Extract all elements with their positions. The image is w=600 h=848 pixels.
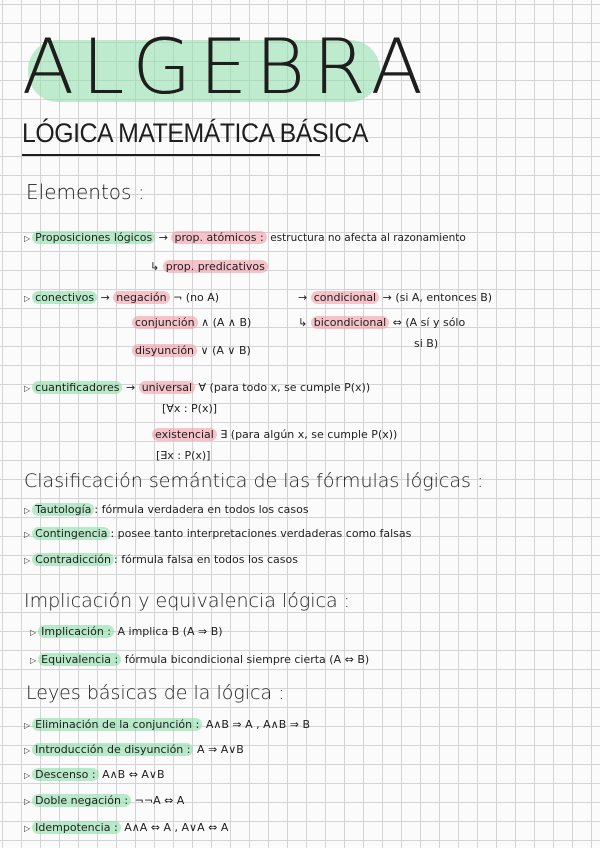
existencial-symbol: ∃ (para algún x, se cumple P(x)) bbox=[220, 428, 398, 441]
item-desc: A∧B ⇔ A∨B bbox=[102, 768, 165, 781]
subtitle-underline bbox=[22, 154, 320, 156]
bullet-icon: ▷ bbox=[24, 234, 31, 243]
list-item bbox=[24, 743, 244, 756]
list-item bbox=[24, 794, 184, 807]
universal-label: universal bbox=[139, 381, 195, 394]
item-term: Descenso : bbox=[32, 768, 98, 781]
item-term: Idempotencia : bbox=[32, 821, 121, 834]
bullet-icon: ▷ bbox=[24, 294, 31, 303]
page-title: ALGEBRA bbox=[22, 22, 431, 111]
bullet-icon: ▷ bbox=[24, 771, 31, 780]
bicondicional-row bbox=[298, 316, 465, 329]
universal-form: [∀x : P(x)] bbox=[162, 402, 218, 415]
item-desc: A∧B ⇒ A , A∧B ⇒ B bbox=[205, 718, 311, 731]
arrow-right-icon: → bbox=[158, 231, 168, 244]
list-item bbox=[30, 653, 369, 666]
prop-atomicas: prop. atómicos : bbox=[171, 231, 266, 244]
item-term: Eliminación de la conjunción : bbox=[32, 718, 202, 731]
bullet-icon: ▷ bbox=[30, 628, 37, 637]
bullet-icon: ▷ bbox=[24, 556, 31, 565]
item-term: Tautología bbox=[32, 503, 94, 516]
condicional-label: condicional bbox=[311, 291, 379, 304]
conjuncion-symbol: ∧ (A ∧ B) bbox=[201, 316, 252, 329]
bicondicional-symbol-cont: si B) bbox=[414, 337, 439, 350]
section-heading-leyes: Leyes básicas de la lógica : bbox=[26, 682, 285, 704]
bicondicional-symbol: ⇔ (A sí y sólo bbox=[392, 316, 466, 329]
predicativas-row bbox=[150, 260, 268, 273]
sub-arrow-icon: ↳ bbox=[298, 316, 308, 329]
item-term: Contingencia bbox=[32, 527, 110, 540]
disyuncion-symbol: ∨ (A ∨ B) bbox=[200, 344, 251, 357]
prop-atomicas-desc: estructura no afecta al razonamiento bbox=[270, 232, 466, 244]
item-term: Equivalencia : bbox=[38, 653, 121, 666]
arrow-right-icon: → bbox=[100, 291, 110, 304]
condicional-symbol: → (si A, entonces B) bbox=[382, 291, 493, 304]
bullet-icon: ▷ bbox=[24, 721, 31, 730]
proposiciones-row bbox=[24, 231, 466, 244]
bullet-icon: ▷ bbox=[24, 506, 31, 515]
section-heading-clasificacion: Clasificación semántica de las fórmulas lógicas : bbox=[24, 470, 484, 492]
item-term: Doble negación : bbox=[32, 794, 131, 807]
item-desc: : fórmula verdadera en todos los casos bbox=[94, 503, 309, 516]
item-desc: : fórmula falsa en todos los casos bbox=[114, 553, 298, 566]
existencial-label: existencial bbox=[152, 428, 217, 441]
list-item bbox=[24, 768, 165, 781]
proposiciones-label: Proposiciones lógicos bbox=[32, 231, 155, 244]
conectivas-row bbox=[24, 291, 219, 304]
conjuncion-row bbox=[132, 316, 251, 329]
bullet-icon: ▷ bbox=[24, 746, 31, 755]
item-desc: A∧A ⇔ A , A∨A ⇔ A bbox=[124, 821, 229, 834]
prop-predicativas: prop. predicativos bbox=[163, 260, 268, 273]
arrow-right-icon: → bbox=[298, 291, 308, 304]
cuantificadores-row bbox=[24, 381, 370, 394]
conjuncion-label: conjunción bbox=[132, 316, 198, 329]
item-desc: fórmula bicondicional siempre cierta (A ⇔ B) bbox=[124, 653, 370, 666]
item-term: Implicación : bbox=[38, 625, 114, 638]
list-item bbox=[24, 527, 411, 540]
item-desc: A ⇒ A∨B bbox=[196, 743, 244, 756]
negacion-symbol: ¬ (no A) bbox=[173, 291, 220, 304]
existencial-form: [∃x : P(x)] bbox=[156, 449, 211, 462]
item-desc: A implica B (A ⇒ B) bbox=[117, 625, 223, 638]
bullet-icon: ▷ bbox=[24, 530, 31, 539]
bicondicional-label: bicondicional bbox=[311, 316, 389, 329]
bullet-icon: ▷ bbox=[24, 384, 31, 393]
page-subtitle: LÓGICA MATEMÁTICA BÁSICA bbox=[22, 118, 369, 148]
disyuncion-label: disyunción bbox=[132, 344, 197, 357]
negacion-label: negación bbox=[113, 291, 169, 304]
existencial-row bbox=[152, 428, 397, 441]
arrow-right-icon: → bbox=[125, 381, 136, 394]
item-term: Contradicción bbox=[32, 553, 114, 566]
conectivas-label: conectivos bbox=[32, 291, 97, 304]
list-item bbox=[24, 503, 309, 516]
section-heading-elementos: Elementos : bbox=[26, 180, 145, 204]
item-desc: : posee tanto interpretaciones verdaderas como falsas bbox=[110, 527, 412, 540]
disyuncion-row bbox=[132, 344, 251, 357]
bullet-icon: ▷ bbox=[24, 824, 31, 833]
list-item bbox=[30, 625, 223, 638]
list-item bbox=[24, 553, 298, 566]
bullet-icon: ▷ bbox=[30, 656, 37, 665]
universal-symbol: ∀ (para todo x, se cumple P(x)) bbox=[198, 381, 371, 394]
cuantificadores-label: cuantificadores bbox=[32, 381, 122, 394]
section-heading-implicacion: Implicación y equivalencia lógica : bbox=[24, 590, 351, 612]
bullet-icon: ▷ bbox=[24, 797, 31, 806]
list-item bbox=[24, 718, 310, 731]
condicional-row bbox=[298, 291, 492, 304]
item-desc: ¬¬A ⇔ A bbox=[134, 794, 185, 807]
item-term: Introducción de disyunción : bbox=[32, 743, 193, 756]
list-item bbox=[24, 821, 228, 834]
sub-arrow-icon: ↳ bbox=[150, 260, 160, 273]
